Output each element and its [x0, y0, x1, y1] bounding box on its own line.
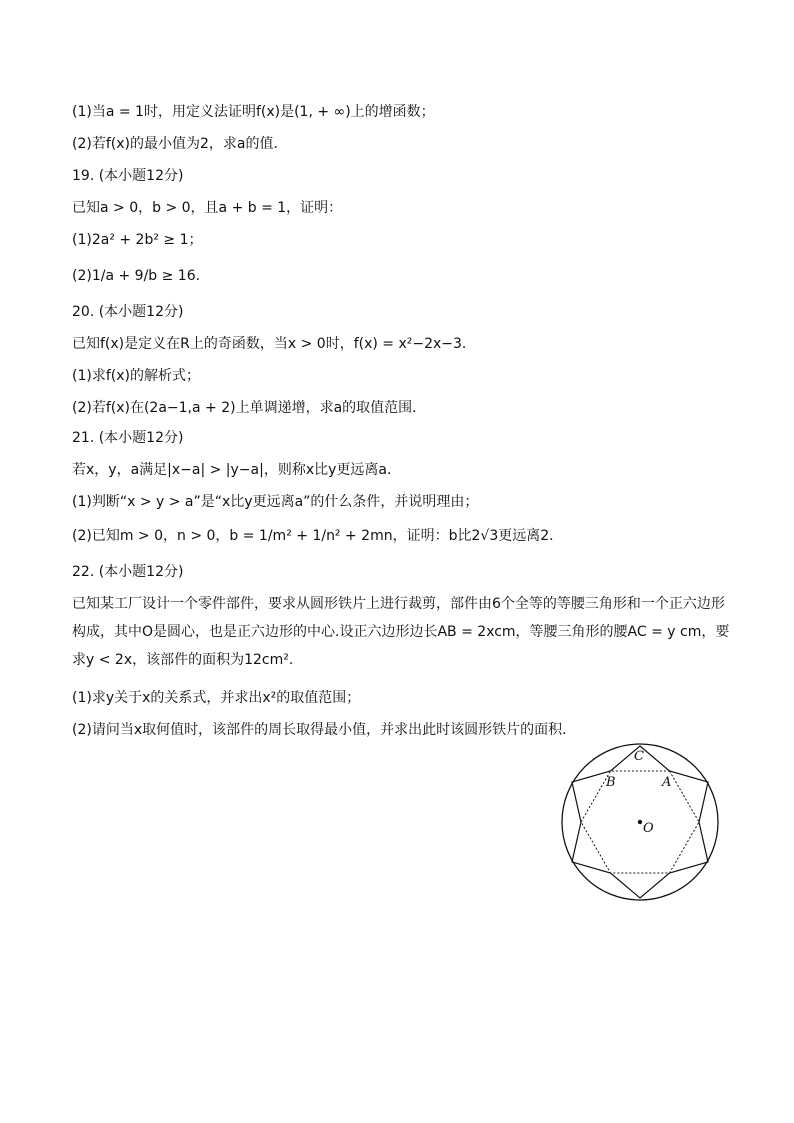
question-21-part-1: (1)判断“x > y > a”是“x比y更远离a”的什么条件，并说明理由； — [72, 494, 479, 510]
label-b: B — [606, 775, 616, 790]
geometry-diagram — [556, 740, 726, 910]
question-18-part-2: (2)若f(x)的最小值为2，求a的值． — [72, 136, 288, 152]
circle-hexagon-figure — [556, 740, 726, 910]
question-22-part-1: (1)求y关于x的关系式，并求出x²的取值范围； — [72, 690, 361, 706]
question-19-stem: 已知a > 0，b > 0，且a + b = 1，证明： — [72, 200, 343, 216]
question-21-header: 21. (本小题12分) — [72, 430, 184, 446]
question-22-header: 22. (本小题12分) — [72, 564, 184, 580]
question-18-part-1: (1)当a = 1时，用定义法证明f(x)是(1, + ∞)上的增函数； — [72, 104, 435, 120]
question-20-part-2: (2)若f(x)在(2a−1,a + 2)上单调递增，求a的取值范围． — [72, 400, 427, 416]
question-19-part-2: (2)1/a + 9/b ≥ 16. — [72, 268, 201, 284]
question-22-stem: 已知某工厂设计一个零件部件，要求从圆形铁片上进行裁剪，部件由6个全等的等腰三角形和一个正六边形构成，其中O是圆心，也是正六边形的中心.设正六边形边长AB = 2xcm，等腰三角形的腰AC = y cm，要求y < 2x，该部件的面积为12cm². — [72, 596, 730, 668]
question-20-header: 20. (本小题12分) — [72, 304, 184, 320]
question-19-part-1: (1)2a² + 2b² ≥ 1； — [72, 232, 203, 248]
question-20-stem: 已知f(x)是定义在R上的奇函数，当x > 0时，f(x) = x²−2x−3． — [72, 336, 476, 352]
label-o: O — [643, 821, 654, 836]
question-19-header: 19. (本小题12分) — [72, 168, 184, 184]
question-21-stem: 若x，y，a满足|x−a| > |y−a|，则称x比y更远离a． — [72, 462, 401, 478]
question-21-part-2: (2)已知m > 0，n > 0，b = 1/m² + 1/n² + 2mn，证明：b比2√3更远离2． — [72, 528, 564, 544]
question-22-part-2: (2)请问当x取何值时，该部件的周长取得最小值，并求出此时该圆形铁片的面积． — [72, 722, 577, 738]
label-c: C — [634, 749, 644, 764]
center-point — [638, 820, 642, 824]
question-20-part-1: (1)求f(x)的解析式； — [72, 368, 200, 384]
label-a: A — [662, 775, 672, 790]
